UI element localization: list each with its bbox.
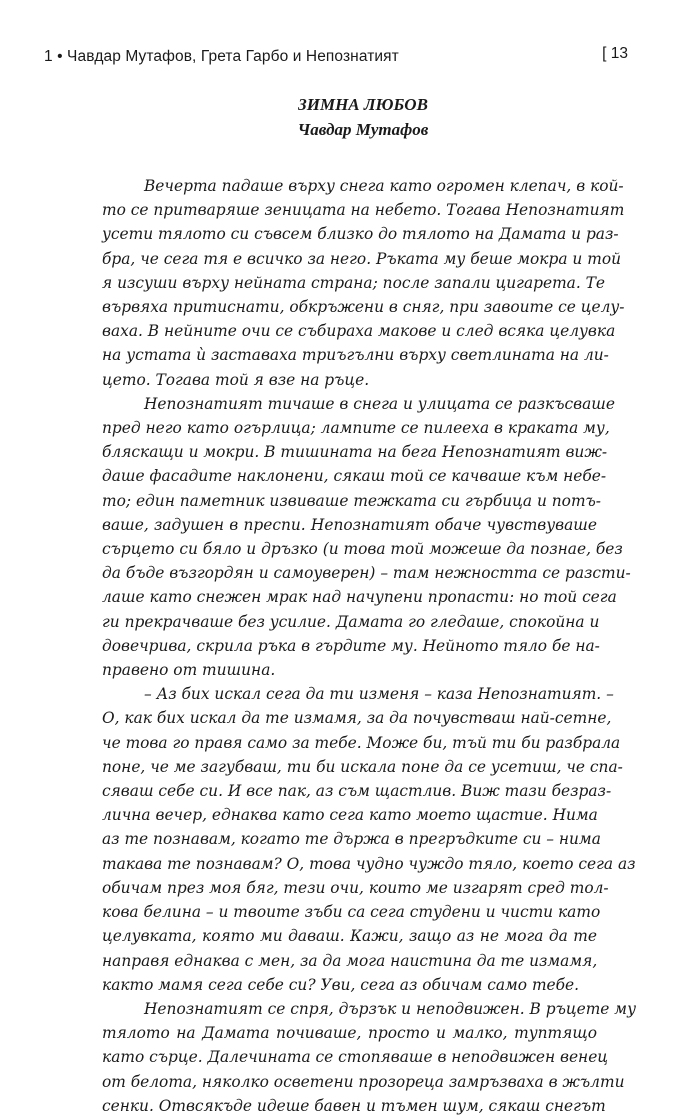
text-line: лична вечер, еднаква като сега като моето щастие. Нима <box>102 806 598 825</box>
text-line: кова белина – и твоите зъби са сега студени и чисти като <box>102 903 601 922</box>
text-line: като сърце. Далечината се стопяваше в неподвижен венец <box>102 1048 609 1067</box>
story-body <box>102 174 636 1118</box>
text-line: пред него като огърлица; лампите се пилееха в краката му, <box>102 419 610 438</box>
text-line: даше фасадите наклонени, сякаш той се качваше към небе- <box>102 467 607 486</box>
text-line: аз те познавам, когато те държа в прегръдките си – нима <box>102 830 601 849</box>
text-line: то се притваряше зеницата на небето. Тогава Непознатият <box>102 201 625 220</box>
text-line: довечрива, скрила ръка в гърдите му. Нейното тяло бе на- <box>102 636 600 655</box>
text-line: ваха. В нейните очи се събираха макове и след всяка целувка <box>102 322 616 341</box>
text-line: лаше като снежен мрак над начупени пропасти: но той сега <box>102 588 617 607</box>
text-line: – Аз бих искал сега да ти изменя – каза Непознатият. – <box>144 685 614 704</box>
text-line: бра, че сега тя е всичко за него. Ръката му беше мокра и той <box>102 249 621 268</box>
text-line: ги прекрачваше без усилие. Дамата го гледаше, спокойна и <box>102 612 600 631</box>
text-line: сяваш себе си. И все пак, аз съм щастлив. Виж тази безраз- <box>102 782 612 801</box>
text-line: сърцето си бяло и дръзко (и това той можеше да познае, без <box>102 540 623 559</box>
text-line: такава те познавам? О, това чудно чуждо тяло, което сега аз <box>102 854 636 873</box>
text-line: тялото на Дамата почиваше, просто и малко, туптящо <box>102 1024 597 1043</box>
text-line: вървяха притиснати, обкръжени в сняг, при завоите се целу- <box>102 298 625 317</box>
page-number: [ 13 <box>602 45 628 62</box>
text-line: то; един паметник извиваше тежката си гърбица и потъ- <box>102 491 602 510</box>
text-line: направя еднаква с мен, за да мога наистина да те измамя, <box>102 951 598 970</box>
title-block <box>0 92 700 142</box>
text-line: поне, че ме загубваш, ти би искала поне да се усетиш, че спа- <box>102 757 623 776</box>
text-line: ваше, задушен в преспи. Непознатият обаче чувствуваше <box>102 515 597 534</box>
text-line: правено от тишина. <box>102 661 276 680</box>
story-title: ЗИМНА ЛЮБОВ <box>298 95 428 114</box>
text-line: сенки. Отвсякъде идеше бавен и тъмен шум, сякаш снегът <box>102 1096 606 1115</box>
text-line: обичам през моя бяг, тези очи, които ме изгарят сред тол- <box>102 878 609 897</box>
text-line: усети тялото си съвсем близко до тялото на Дамата и раз- <box>102 225 619 244</box>
text-line: цето. Тогава той я взе на ръце. <box>102 370 370 389</box>
text-line: Непознатият се спря, дързък и неподвижен. В ръцете му <box>144 999 636 1018</box>
story-author: Чавдар Мутафов <box>297 120 429 139</box>
text-line: О, как бих искал да те измамя, за да почувстваш най-сетне, <box>102 709 612 728</box>
text-line: бляскащи и мокри. В тишината на бега Непознатият виж- <box>102 443 608 462</box>
text-line: целувката, която ми даваш. Кажи, защо аз не мога да те <box>102 927 597 946</box>
text-line: че това го правя само за тебе. Може би, тъй ти би разбрала <box>102 733 621 752</box>
text-line: на устата ѝ заставаха триъгълни върху светлината на ли- <box>102 346 609 365</box>
running-header: 1 • Чавдар Мутафов, Грета Гарбо и Непознатият <box>44 48 399 65</box>
text-line: Непознатият тичаше в снега и улицата се разкъсваше <box>144 394 615 413</box>
text-line: я изсуши върху нейната страна; после запали цигарета. Те <box>102 273 606 292</box>
text-line: да бъде възгордян и самоуверен) – там нежността се разсти- <box>102 564 631 583</box>
text-line: както мамя сега себе си? Уви, сега аз обичам само тебе. <box>102 975 580 994</box>
text-line: от белота, няколко осветени прозореца замръзваха в жълти <box>102 1072 625 1091</box>
text-line: Вечерта падаше върху снега като огромен клепач, в кой- <box>144 177 624 195</box>
